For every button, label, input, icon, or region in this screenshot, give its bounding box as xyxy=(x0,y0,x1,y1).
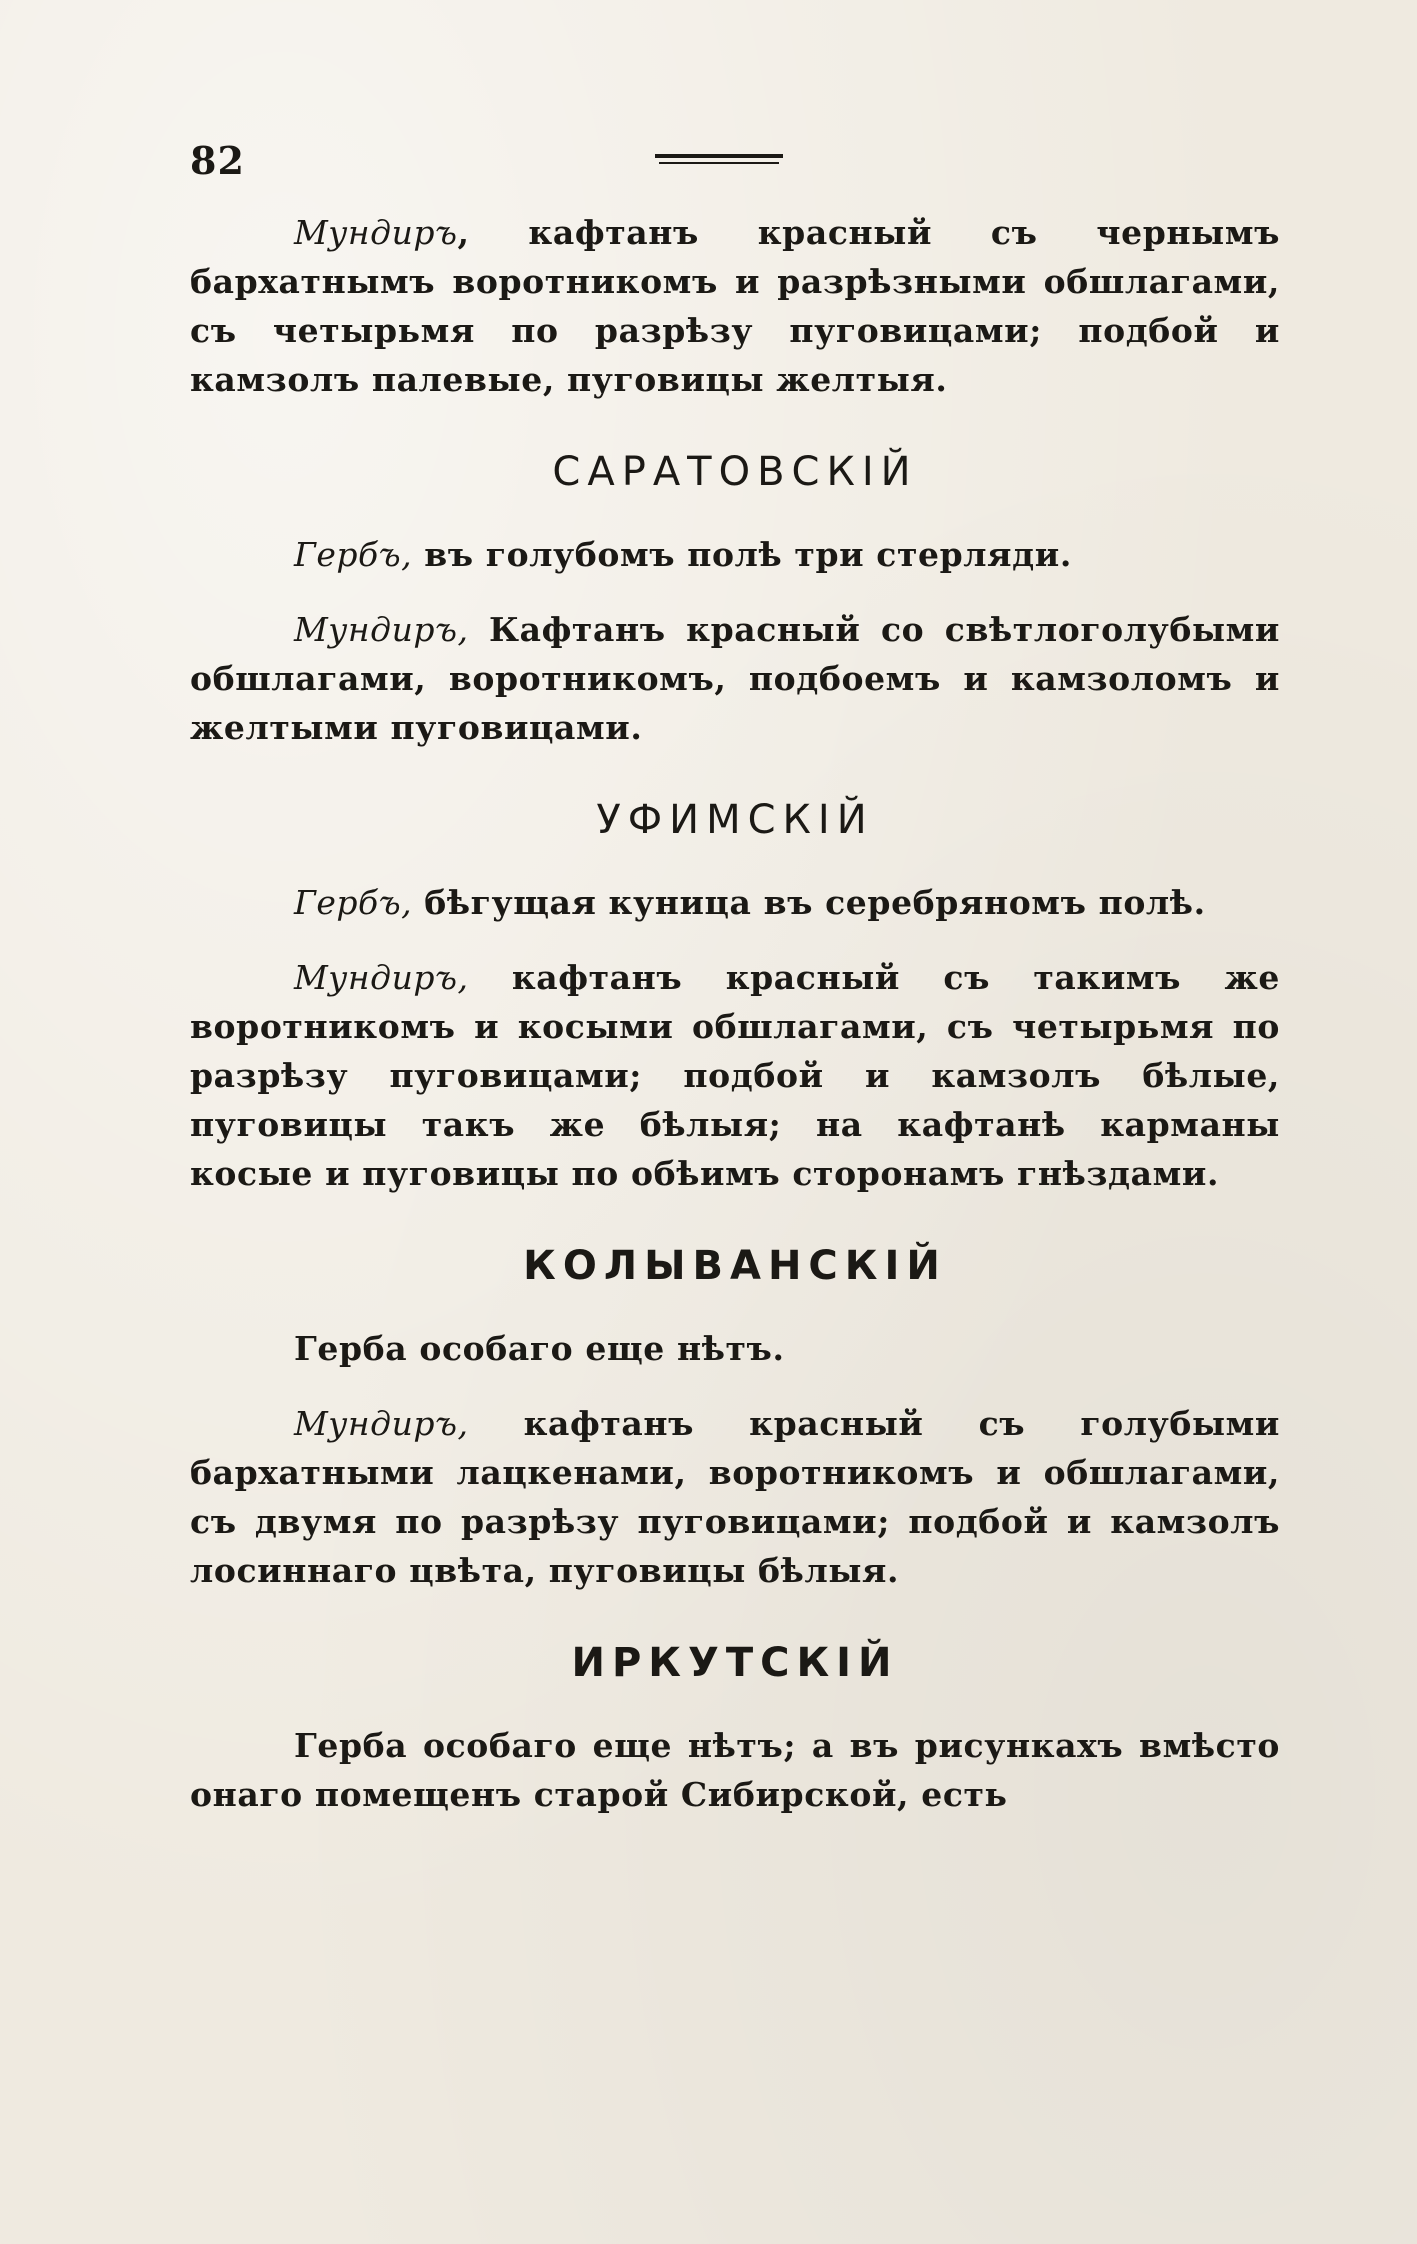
paragraph-lead: Мундиръ xyxy=(294,213,458,252)
paragraph-lead: Гербъ, xyxy=(294,535,413,574)
section-heading-kolyvan: КОЛЫВАНСКІЙ xyxy=(523,1243,947,1289)
paragraph xyxy=(190,1324,1280,1373)
paragraph-text: бѣгущая куница въ серебряномъ полѣ. xyxy=(412,883,1206,922)
paragraph xyxy=(190,605,1280,752)
page-body xyxy=(190,208,1280,1819)
paragraph xyxy=(190,530,1280,579)
paragraph-text: кафтанъ красный съ такимъ же воротникомъ и косыми обшлагами, съ четырьмя по разрѣзу пуговицами; подбой и камзолъ бѣлые, пуговицы такъ же бѣлыя; на кафтанѣ карманы косые и пуговицы по обѣимъ сторонамъ гнѣздами. xyxy=(190,958,1280,1193)
paragraph-text: Кафтанъ красный со свѣтлоголубыми обшлагами, воротникомъ, подбоемъ и камзоломъ и желтыми пуговицами. xyxy=(190,610,1280,747)
paragraph xyxy=(190,208,1280,404)
paragraph xyxy=(190,1399,1280,1595)
page-header xyxy=(190,138,1280,186)
paragraph-lead: Мундиръ, xyxy=(294,958,469,997)
paragraph xyxy=(190,878,1280,927)
paragraph-text: Герба особаго еще нѣтъ. xyxy=(294,1329,785,1368)
paragraph-text: Герба особаго еще нѣтъ; а въ рисункахъ вмѣсто онаго помещенъ старой Сибирской, есть xyxy=(190,1726,1280,1814)
section-heading-ufa: УФИМСКІЙ xyxy=(596,797,874,843)
header-ornament-rule xyxy=(655,154,783,172)
section-heading-irkutsk: ИРКУТСКІЙ xyxy=(571,1640,899,1686)
paragraph-text: въ голубомъ полѣ три стерляди. xyxy=(412,535,1072,574)
paragraph-lead: Мундиръ, xyxy=(294,1404,469,1443)
paragraph-lead: Гербъ, xyxy=(294,883,413,922)
paragraph xyxy=(190,953,1280,1198)
paragraph-text: , кафтанъ красный съ чернымъ бархатнымъ воротникомъ и разрѣзными обшлагами, съ четырьмя по разрѣзу пуговицами; подбой и камзолъ палевые, пуговицы желтыя. xyxy=(190,213,1280,399)
paragraph-text: кафтанъ красный съ голубыми бархатными лацкенами, воротникомъ и обшлагами, съ двумя по разрѣзу пуговицами; подбой и камзолъ лосиннаго цвѣта, пуговицы бѣлыя. xyxy=(190,1404,1280,1590)
paragraph xyxy=(190,1721,1280,1819)
page-number: 82 xyxy=(190,138,245,183)
paragraph-lead: Мундиръ, xyxy=(294,610,469,649)
section-heading-saratov: САРАТОВСКІЙ xyxy=(552,449,918,495)
